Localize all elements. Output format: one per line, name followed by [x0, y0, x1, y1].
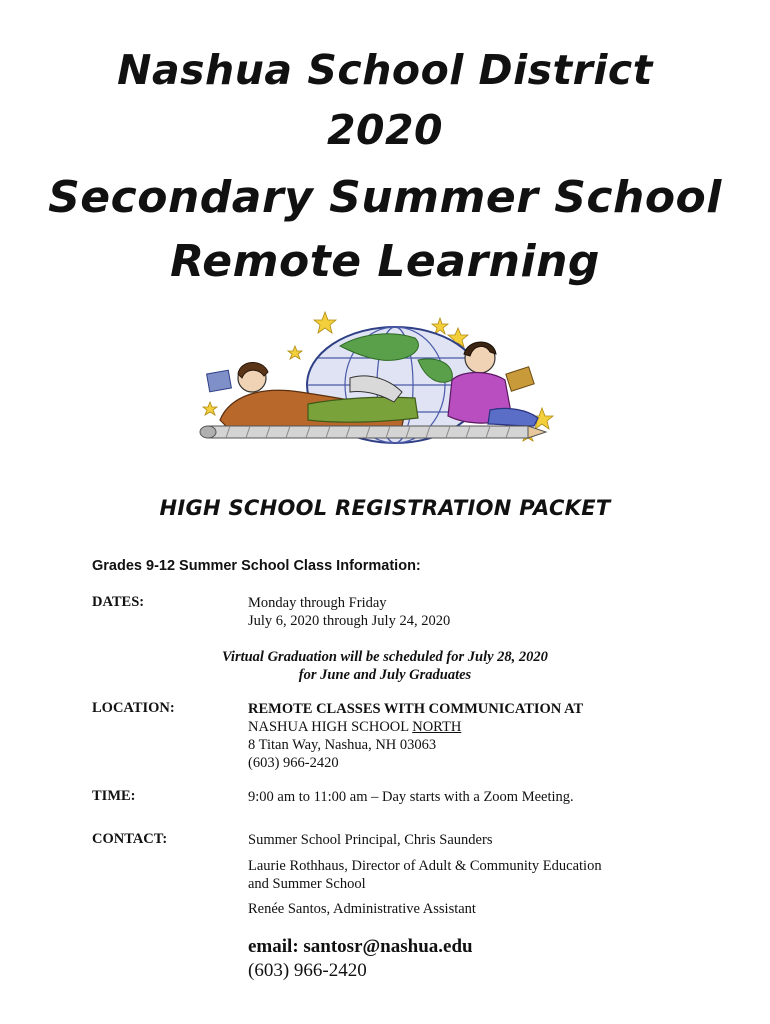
graduation-line1: Virtual Graduation will be scheduled for July 28, 2020	[222, 649, 548, 665]
globe-reading-kids-illustration	[190, 300, 580, 450]
location-phone: (603) 966-2420	[248, 755, 339, 771]
location-campus-north: NORTH	[412, 719, 462, 735]
location-label: LOCATION:	[92, 700, 175, 716]
title-year: 2020	[326, 106, 444, 154]
contact-email[interactable]: email: santosr@nashua.edu	[248, 936, 473, 957]
contact-principal: Summer School Principal, Chris Saunders	[248, 832, 493, 848]
location-line1: REMOTE CLASSES WITH COMMUNICATION AT	[248, 701, 584, 717]
packet-title: HIGH SCHOOL REGISTRATION PACKET	[159, 496, 611, 520]
location-line2	[248, 718, 583, 736]
location-school-name: NASHUA HIGH SCHOOL	[248, 719, 413, 735]
contact-phone: (603) 966-2420	[248, 960, 367, 981]
title-remote-learning: Remote Learning	[170, 236, 600, 287]
contact-label: CONTACT:	[92, 831, 168, 847]
graduation-line2: for June and July Graduates	[298, 667, 472, 683]
contact-director-line1: Laurie Rothhaus, Director of Adult & Community Education	[248, 858, 602, 874]
pencil-icon	[200, 426, 546, 438]
contact-director-line2: and Summer School	[248, 876, 366, 892]
location-value	[248, 700, 583, 772]
dates-value	[248, 594, 450, 630]
dates-label: DATES:	[92, 594, 145, 610]
graduation-note	[0, 648, 770, 684]
class-info-heading: Grades 9-12 Summer School Class Information:	[92, 558, 421, 574]
contact-assistant: Renée Santos, Administrative Assistant	[248, 901, 476, 917]
dates-line2: July 6, 2020 through July 24, 2020	[248, 613, 451, 629]
time-label: TIME:	[92, 788, 136, 804]
title-district: Nashua School District	[117, 46, 653, 94]
time-value: 9:00 am to 11:00 am – Day starts with a Zoom Meeting.	[248, 789, 574, 805]
contact-director	[248, 857, 602, 893]
dates-line1: Monday through Friday	[248, 595, 387, 611]
location-address: 8 Titan Way, Nashua, NH 03063	[248, 737, 437, 753]
title-program: Secondary Summer School	[48, 172, 722, 223]
